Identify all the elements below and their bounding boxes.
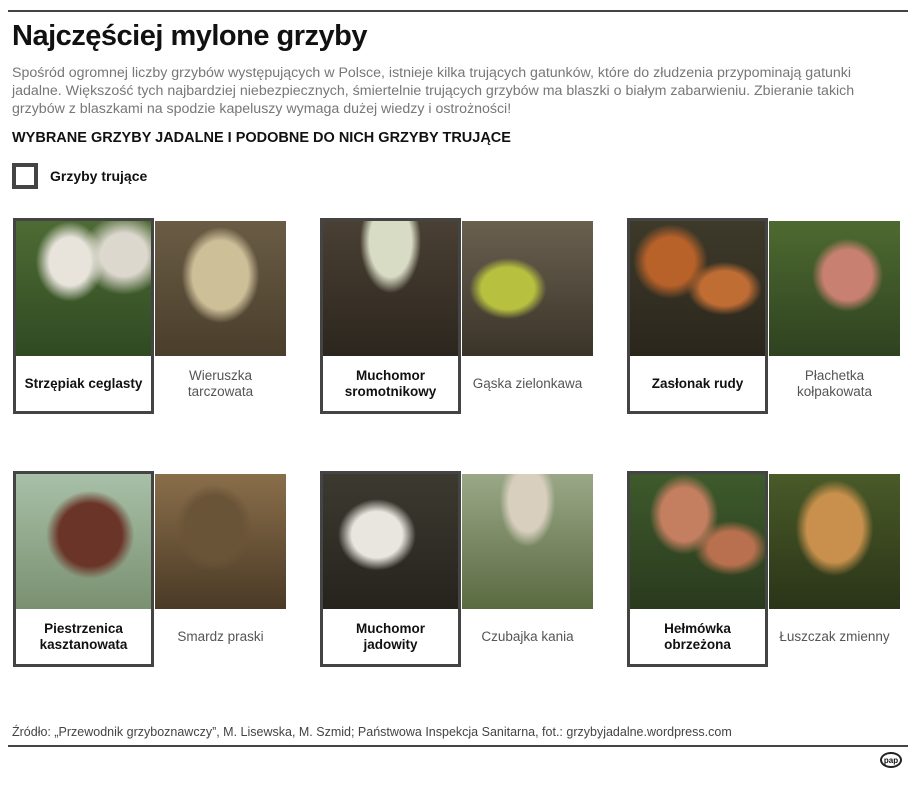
poisonous-card	[13, 218, 154, 414]
poisonous-name: Hełmówka obrzeżona	[664, 620, 731, 652]
edible-name: Smardz praski	[177, 628, 264, 644]
edible-mushroom-photo	[462, 474, 593, 609]
mushroom-pair	[13, 471, 288, 671]
legend-swatch	[12, 163, 38, 189]
poisonous-name: Muchomor jadowity	[356, 620, 425, 652]
poisonous-name: Muchomor sromotnikowy	[344, 367, 437, 399]
edible-name: Gąska zielonkawa	[472, 375, 583, 391]
mushroom-pair	[13, 218, 288, 418]
edible-mushroom-photo	[462, 221, 593, 356]
intro-text: Spośród ogromnej liczby grzybów występujących w Polsce, istnieje kilka trujących gatunków, które do złudzenia przypominają gatunki jadalne. Większość tych najbardziej niebezpiecznych, śmiertelnie trujących grzybów ma blaszki o białym zabarwieniu. Zbieranie takich grzybów z blaszkami na spodzie kapeluszy wymaga dużej wiedzy i ostrożności!	[12, 65, 855, 117]
page-title: Najczęściej mylone grzyby	[12, 20, 367, 52]
mushroom-pair	[320, 471, 595, 671]
poisonous-mushroom-photo	[16, 474, 151, 609]
section-heading: WYBRANE GRZYBY JADALNE I PODOBNE DO NICH GRZYBY TRUJĄCE	[12, 130, 511, 146]
mushroom-pair	[320, 218, 595, 418]
mushroom-pair	[627, 471, 902, 671]
poisonous-name: Zasłonak rudy	[651, 375, 744, 391]
poisonous-mushroom-photo	[630, 221, 765, 356]
poisonous-mushroom-photo	[630, 474, 765, 609]
poisonous-mushroom-photo	[16, 221, 151, 356]
poisonous-mushroom-photo	[323, 221, 458, 356]
legend	[12, 163, 147, 189]
edible-name: Czubajka kania	[481, 628, 574, 644]
poisonous-card	[627, 471, 768, 667]
edible-name: Płachetka kołpakowata	[796, 367, 873, 399]
poisonous-card	[320, 471, 461, 667]
bottom-rule	[8, 745, 908, 747]
edible-mushroom-photo	[769, 221, 900, 356]
source-note: Źródło: „Przewodnik grzyboznawczy”, M. Lisewska, M. Szmid; Państwowa Inspekcja Sanitarna, fot.: grzybyjadalne.wordpress.com	[12, 725, 732, 739]
poisonous-mushroom-photo	[323, 474, 458, 609]
poisonous-name: Strzępiak ceglasty	[24, 375, 143, 391]
mushroom-pair	[627, 218, 902, 418]
edible-mushroom-photo	[155, 221, 286, 356]
poisonous-card	[320, 218, 461, 414]
edible-name: Wieruszka tarczowata	[187, 367, 254, 399]
edible-name: Łuszczak zmienny	[779, 628, 890, 644]
edible-mushroom-photo	[155, 474, 286, 609]
edible-mushroom-photo	[769, 474, 900, 609]
poisonous-card	[627, 218, 768, 414]
top-rule	[8, 10, 908, 12]
poisonous-card	[13, 471, 154, 667]
pap-logo: pap	[880, 752, 902, 768]
legend-label: Grzyby trujące	[50, 168, 148, 184]
poisonous-name: Piestrzenica kasztanowata	[39, 620, 128, 652]
